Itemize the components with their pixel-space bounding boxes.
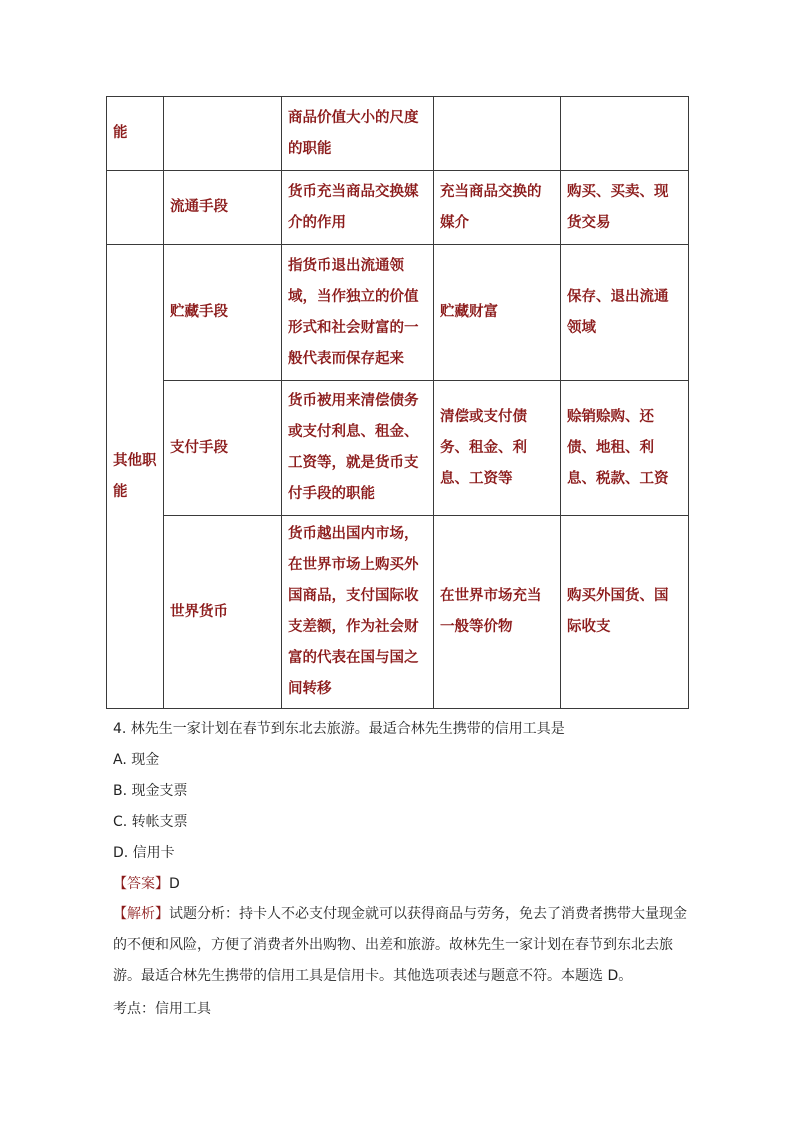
- table-cell: 世界货币: [164, 516, 282, 709]
- analysis-tag: 【解析】: [113, 906, 169, 922]
- option-b: B. 现金支票: [113, 783, 188, 799]
- table-cell: 能: [107, 97, 164, 171]
- table-cell: 货币被用来清偿债务或支付利息、租金、工资等，就是货币支付手段的职能: [282, 381, 434, 516]
- table-cell: 商品价值大小的尺度的职能: [282, 97, 434, 171]
- table-cell: 充当商品交换的媒介: [434, 171, 561, 245]
- table-cell: [561, 97, 689, 171]
- table-row: [107, 245, 689, 381]
- table-cell: 其他职能: [107, 245, 164, 709]
- table-cell: [434, 97, 561, 171]
- question-stem: 4. 林先生一家计划在春节到东北去旅游。最适合林先生携带的信用工具是: [113, 721, 565, 737]
- option-d: D. 信用卡: [113, 845, 175, 861]
- option-c: C. 转帐支票: [113, 814, 188, 830]
- option-a: A. 现金: [113, 752, 160, 768]
- answer-tag: 【答案】: [113, 876, 169, 892]
- table-cell: 在世界市场充当一般等价物: [434, 516, 561, 709]
- table-cell: 购买、买卖、现货交易: [561, 171, 689, 245]
- table-cell-empty: [107, 171, 164, 245]
- kaodian-line: 考点：信用工具: [113, 1001, 211, 1017]
- table-cell: 支付手段: [164, 381, 282, 516]
- answer-value: D: [169, 876, 180, 892]
- table-cell: 货币越出国内市场，在世界市场上购买外国商品，支付国际收支差额，作为社会财富的代表在国与国之间转移: [282, 516, 434, 709]
- table-cell: 货币充当商品交换媒介的作用: [282, 171, 434, 245]
- table-cell: 保存、退出流通领域: [561, 245, 689, 381]
- table-cell: 清偿或支付债务、租金、利息、工资等: [434, 381, 561, 516]
- table-cell: 购买外国货、国际收支: [561, 516, 689, 709]
- table-cell: [164, 97, 282, 171]
- table-cell: 贮藏手段: [164, 245, 282, 381]
- analysis-text: 试题分析：持卡人不必支付现金就可以获得商品与劳务，免去了消费者携带大量现金的不便和风险，方便了消费者外出购物、出差和旅游。故林先生一家计划在春节到东北去旅游。最适合林先生携带的信用工具是信用卡。其他选项表述与题意不符。本题选 D。: [113, 906, 687, 984]
- money-functions-table: [106, 96, 689, 709]
- analysis-paragraph: [113, 899, 693, 992]
- table-cell: 指货币退出流通领域，当作独立的价值形式和社会财富的一般代表而保存起来: [282, 245, 434, 381]
- table-cell: 流通手段: [164, 171, 282, 245]
- table-row: [107, 381, 689, 516]
- answer-line: [113, 874, 180, 894]
- table-row: [107, 97, 689, 171]
- table-cell: 赊销赊购、还债、地租、利息、税款、工资: [561, 381, 689, 516]
- table-cell: 贮藏财富: [434, 245, 561, 381]
- table-row: [107, 171, 689, 245]
- table-row: [107, 516, 689, 709]
